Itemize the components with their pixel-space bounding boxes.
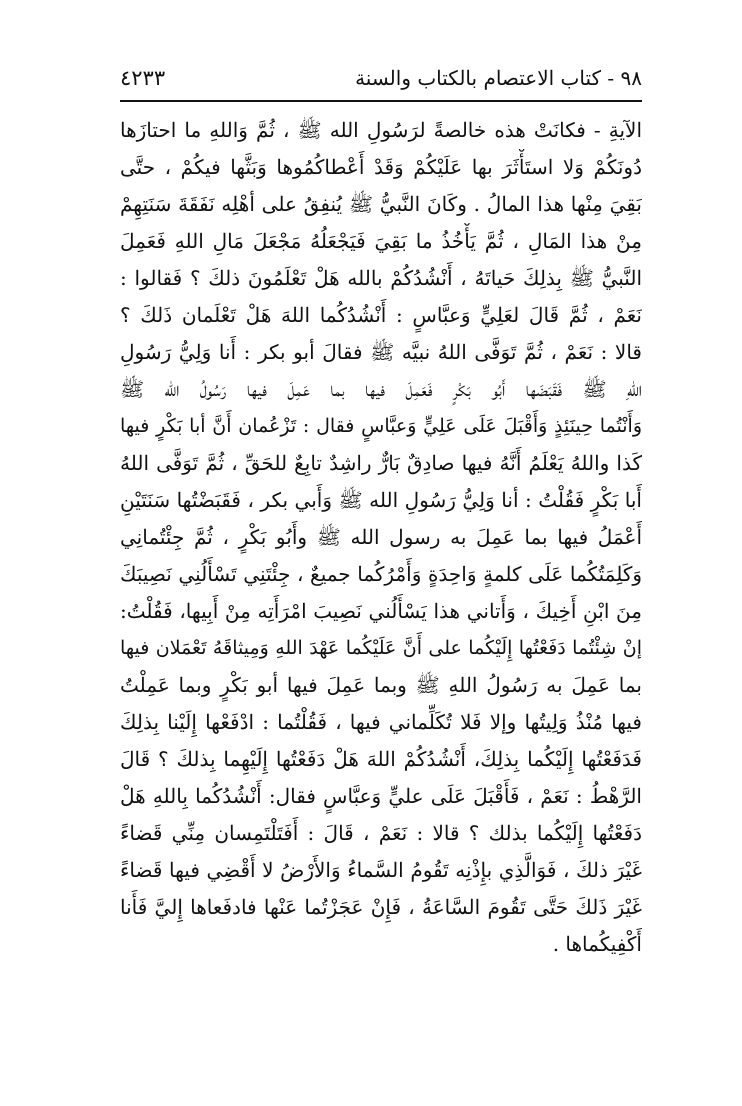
text-line: نَعَمْ ، ثُمَّ قَالَ لعَلِيٍّ وَعبَّاسٍ : أَنْشُدُكُما اللهَ هَلْ تَعْلَمان ذَلكَ ؟ — [120, 303, 642, 327]
text-line: أَعْمَلُ فيها بما عَمِلَ به رسول الله ﷺ وأَبُو بَكْرٍ ، ثُمَّ جِئْتُمانِي — [120, 525, 642, 549]
text-line: كَذا واللهُ يَعْلَمُ أَنَّهُ فيها صادِقٌ بَارٌّ راشِدٌ تابِعٌ للحَقِّ ، ثُمَّ تَوَفَّى اللهُ — [120, 451, 642, 475]
text-line: أَكْفِيكُماها . — [552, 932, 642, 956]
text-line: النَّبيُّ ﷺ بِذلِكَ حَياتَهُ ، أَنْشُدُكُمْ بالله هَلْ تَعْلَمُونَ ذلكَ ؟ فَقالوا : — [120, 266, 642, 290]
text-line: الرَّهْطُ : نَعَمْ ، فَأَقْبَلَ عَلَى عليٍّ وَعبَّاسٍ فقال: أَنْشُدُكُما بِاللهِ هَلْ — [120, 784, 642, 808]
hadith-text — [120, 112, 642, 963]
text-line: مِنَ ابْنِ أَخِيكَ ، وَأَتاني هذا يَسْأَلُني نَصِيبَ امْرَأَتِه مِنْ أَبِيها، فَقُلْتُ: — [120, 599, 642, 623]
text-line: بَقِيَ مِنْها هذا المالُ . وكَانَ النَّبيُّ ﷺ يُنفِقُ على أهْلِه نَفَقَةَ سَنَتِهِمْ — [120, 192, 642, 216]
text-line: دُونَكُمْ وَلا استَأْثَرَ بها عَلَيْكُمْ وَقَدْ أَعْطاكُمُوها وَبَثَّها فيكُمْ ، حتَّى — [120, 155, 642, 179]
text-line: مِنْ هذا المَالِ ، ثُمَّ يَأْخُذُ ما بَقِيَ فَيَجْعَلُهُ مَجْعَلَ مَالِ اللهِ فَعَمِلَ — [120, 229, 642, 253]
hadith-number: ٤٢٣٣ — [120, 66, 166, 90]
text-line: وَكَلِمَتُكُما عَلَى كلمةٍ وَاحِدَةٍ وَأَمْرُكُما جميعٌ ، جِئْتَنِي تَسْأَلُنِي نَصِيبَكَ — [120, 562, 642, 586]
header-title: ٩٨ - كتاب الاعتصام بالكتاب والسنة — [355, 66, 642, 90]
text-line: الآيةِ - فكانَتْ هذه خالصةً لرَسُولِ الله ﷺ ، ثُمَّ وَاللهِ ما احتازَها — [120, 118, 642, 142]
text-line: دَفَعْتُها إِلَيْكُما بذلك ؟ قالا : نَعَمْ ، قَالَ : أَفَتَلْتَمِسان مِنِّي قَضاءً — [120, 821, 642, 845]
text-line: وَأَنْتُما حِينَئِذٍ وَأَقْبَلَ عَلَى عَلِيٍّ وَعبَّاسٍ فقال : تَزْعُمان أَنَّ أبا بَكْرٍ فيها — [120, 415, 642, 437]
text-line: غَيْرَ ذَلكَ حَتَّى تَقُومَ السَّاعَةُ ، فَإِنْ عَجَزْتُما عَنْها فادفَعاها إِليَّ فَأَنا — [120, 895, 642, 919]
text-line: أَبا بَكْرٍ فَقُلْتُ : أنا وَلِيُّ رَسُولِ الله ﷺ وَأَبي بكر ، فَقَبَضْتُها سَنَتَيْنِ — [120, 488, 642, 512]
text-line: بما عَمِلَ به رَسُولُ اللهِ ﷺ وبما عَمِلَ فيها أبو بَكْرٍ وبما عَمِلْتُ — [120, 673, 642, 697]
text-line: فيها مُنْذُ وَلِيتُها وإلا فَلا تُكَلِّماني فيها ، فَقُلْتُما : ادْفَعْها إِلَيْنا بِذلِكَ — [120, 710, 642, 734]
header-rule — [120, 100, 642, 102]
text-line: اللهِ ﷺ فَقَبَضَها أَبُو بَكْرٍ فَعَمِلَ فيها بما عَمِلَ فيها رَسُولُ الله ﷺ — [120, 377, 642, 401]
text-line: قالا : نَعَمْ ، ثُمَّ تَوَفَّى اللهُ نبيَّه ﷺ فقالَ أبو بكر : أَنا وَلِيُّ رَسُولِ — [120, 340, 642, 364]
running-header — [120, 60, 642, 96]
text-line: غَيْرَ ذلكَ ، فَوَالَّذِي بإِذْنِه تَقُومُ السَّماءُ وَالأَرْضُ لا أَقْضِي فيها قَضاءً — [120, 858, 642, 882]
text-line: إنْ شِئْتُما دَفَعْتُها إِلَيْكُما على أَنَّ عَلَيْكُما عَهْدَ اللهِ وَمِيثاقَهُ تَعْمَلان فيها — [120, 637, 642, 659]
text-line: فَدَفَعْتُها إِلَيْكُما بِذلِكَ، أَنْشُدُكُمْ اللهَ هَلْ دَفَعْتُها إِلَيْهِما بِذلكَ ؟ قَالَ — [120, 747, 642, 771]
